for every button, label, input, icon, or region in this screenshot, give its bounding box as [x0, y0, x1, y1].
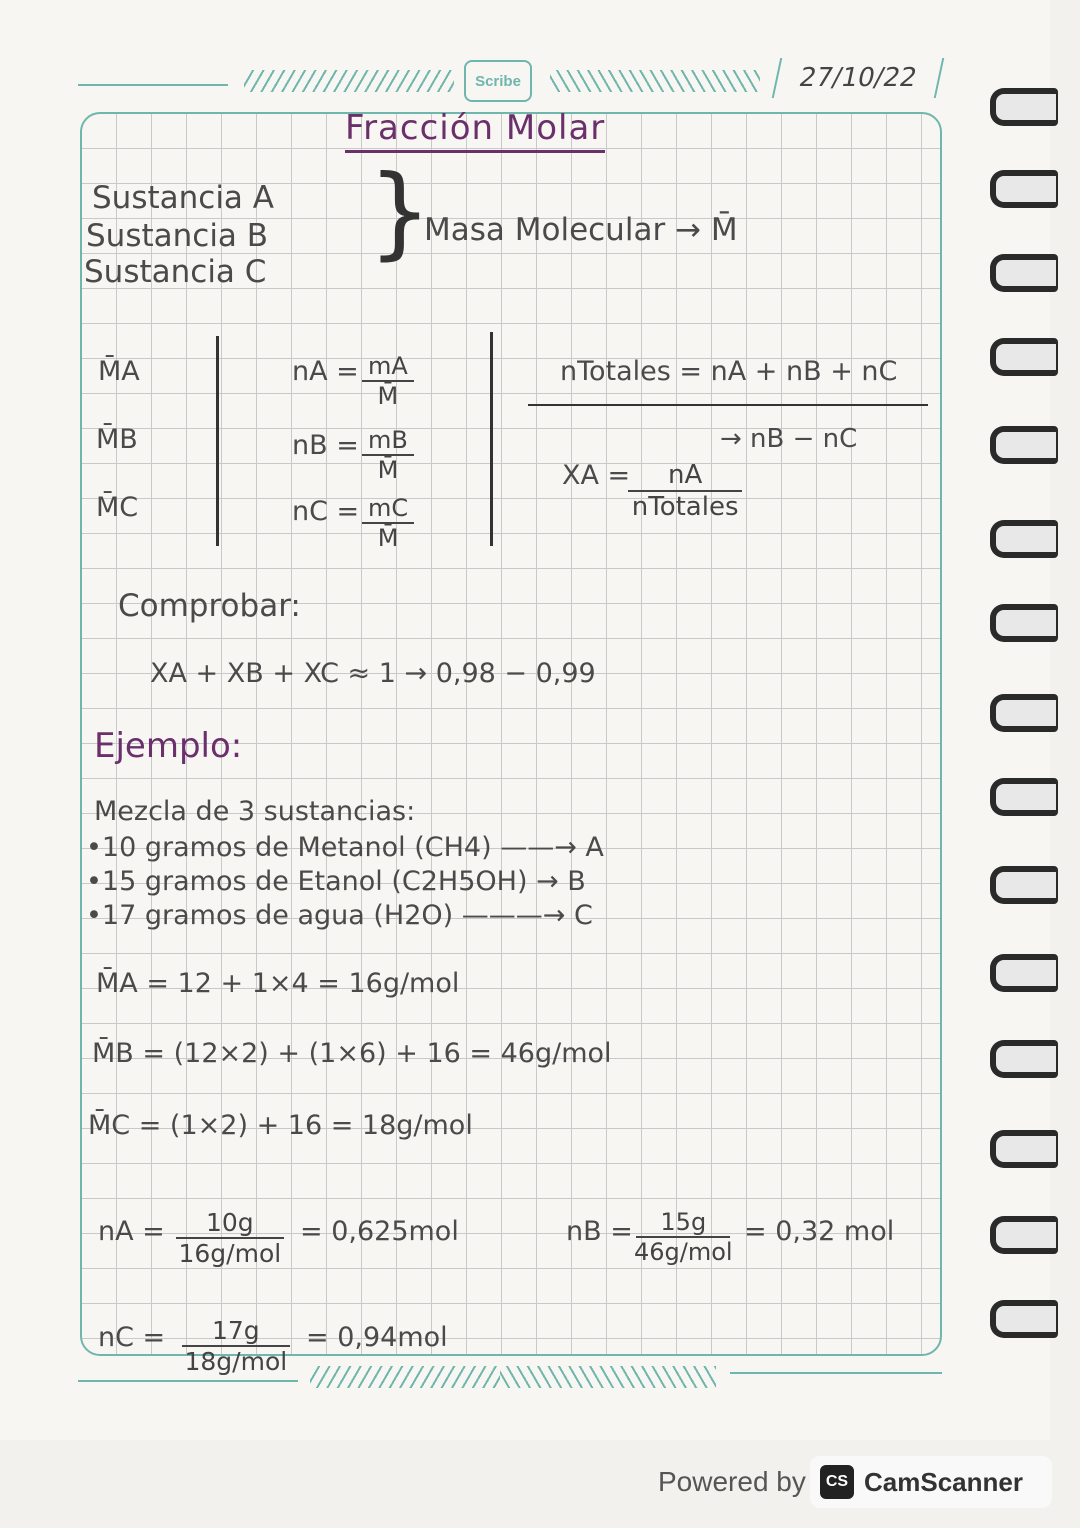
camscanner-badge: [810, 1456, 1052, 1508]
footer-hatch-left: [310, 1366, 500, 1388]
substance-c: Sustancia C: [84, 254, 267, 290]
spiral-ring-icon: [990, 694, 1058, 732]
substance-a: Sustancia A: [92, 180, 274, 216]
molar-mass-a: M̄A: [98, 356, 140, 387]
example-label: Ejemplo:: [94, 726, 243, 766]
result-b-numerator: 15g: [636, 1208, 730, 1238]
moles-a-fraction: [362, 352, 414, 410]
spiral-ring-icon: [990, 170, 1058, 208]
powered-by-label: Powered by: [658, 1466, 806, 1497]
moles-c-fraction: [362, 494, 414, 552]
spiral-ring-icon: [990, 1300, 1058, 1338]
spiral-ring-icon: [990, 338, 1058, 376]
moles-a-numerator: mA: [362, 352, 414, 382]
spiral-ring-icon: [990, 254, 1058, 292]
moles-c-denominator: M̄: [377, 524, 399, 552]
result-c-lhs: nC =: [98, 1322, 166, 1353]
header-rule-left: [78, 84, 228, 86]
spiral-ring-icon: [990, 1130, 1058, 1168]
fraction-a-lhs: XA =: [562, 460, 631, 491]
result-b-lhs: nB =: [566, 1216, 633, 1247]
page-date: 27/10/22: [772, 58, 945, 98]
example-item-1: •10 gramos de Metanol (CH4) ——→ A: [86, 832, 604, 863]
header-hatch-right: [550, 70, 760, 92]
fraction-a-denominator: nTotales: [631, 492, 739, 522]
result-a-value: = 0,625mol: [300, 1216, 459, 1247]
check-label: Comprobar:: [118, 588, 301, 624]
spiral-ring-icon: [990, 426, 1058, 464]
molecular-mass-label: Masa Molecular → M̄: [424, 212, 738, 248]
result-b-denominator: 46g/mol: [634, 1238, 733, 1266]
result-c-denominator: 18g/mol: [184, 1347, 288, 1376]
page-title: Fracción Molar: [345, 108, 605, 153]
moles-a-lhs: nA =: [292, 356, 359, 387]
totals-underline: [528, 404, 928, 406]
example-molar-c: M̄C = (1×2) + 16 = 18g/mol: [88, 1110, 473, 1141]
footer-rule-right: [730, 1372, 942, 1374]
fraction-a: [628, 460, 742, 522]
example-intro: Mezcla de 3 sustancias:: [94, 796, 416, 827]
molar-mass-b: M̄B: [96, 424, 138, 455]
spiral-ring-icon: [990, 954, 1058, 992]
result-c-fraction: [182, 1316, 290, 1376]
result-c-numerator: 17g: [182, 1316, 290, 1347]
example-item-2: •15 gramos de Etanol (C2H5OH) → B: [86, 866, 586, 897]
substance-b: Sustancia B: [86, 218, 269, 254]
divider-right: [490, 332, 493, 546]
moles-b-fraction: [362, 426, 414, 484]
spiral-ring-icon: [990, 866, 1058, 904]
example-item-3: •17 gramos de agua (H2O) ———→ C: [86, 900, 593, 931]
fraction-a-numerator: nA: [628, 460, 742, 492]
header-hatch-left: [244, 70, 454, 92]
spiral-ring-icon: [990, 604, 1058, 642]
moles-c-lhs: nC =: [292, 496, 360, 527]
check-expression: XA + XB + XC ≈ 1 → 0,98 − 0,99: [150, 658, 596, 689]
spiral-ring-icon: [990, 1040, 1058, 1078]
moles-b-lhs: nB =: [292, 430, 359, 461]
footer-hatch-right: [500, 1366, 716, 1388]
camscanner-logo-icon: CS: [820, 1465, 854, 1499]
example-molar-b: M̄B = (12×2) + (1×6) + 16 = 46g/mol: [92, 1038, 612, 1069]
moles-b-numerator: mB: [362, 426, 414, 456]
divider-left: [216, 336, 219, 546]
result-a-numerator: 10g: [176, 1208, 284, 1239]
brace-icon: }: [368, 153, 432, 270]
arrow-note: → nB − nC: [720, 424, 858, 454]
result-b-value: = 0,32 mol: [744, 1216, 895, 1247]
moles-b-denominator: M̄: [377, 456, 399, 484]
example-molar-a: M̄A = 12 + 1×4 = 16g/mol: [96, 968, 460, 999]
moles-a-denominator: M̄: [377, 382, 399, 410]
result-a-denominator: 16g/mol: [178, 1239, 282, 1268]
footer-rule-left: [78, 1380, 298, 1382]
result-b-fraction: [634, 1208, 733, 1266]
spiral-ring-icon: [990, 88, 1058, 126]
result-a-fraction: [176, 1208, 284, 1268]
moles-c-numerator: mC: [362, 494, 414, 524]
brand-logo: Scribe: [464, 60, 532, 102]
camscanner-label: CamScanner: [864, 1466, 1023, 1497]
molar-mass-c: M̄C: [96, 492, 139, 523]
spiral-ring-icon: [990, 778, 1058, 816]
total-moles-formula: nTotales = nA + nB + nC: [560, 356, 898, 387]
result-c-value: = 0,94mol: [306, 1322, 448, 1353]
spiral-ring-icon: [990, 1216, 1058, 1254]
result-a-lhs: nA =: [98, 1216, 165, 1247]
spiral-ring-icon: [990, 520, 1058, 558]
